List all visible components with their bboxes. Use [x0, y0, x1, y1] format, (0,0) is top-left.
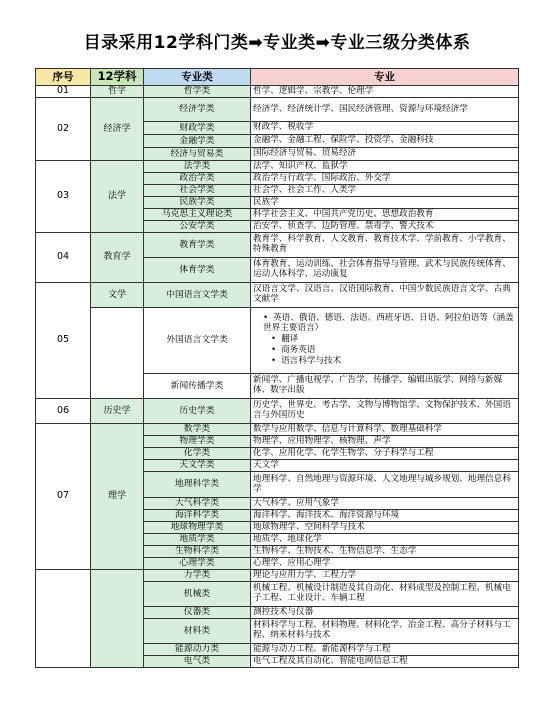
major-cell: 天文学 — [251, 460, 519, 472]
class-cell: 新闻传播学类 — [144, 374, 251, 399]
major-cell: 海洋科学、海洋技术、海洋资源与环境 — [251, 510, 519, 522]
row-number: 05 — [36, 283, 91, 399]
row-number: 02 — [36, 98, 91, 161]
major-cell: 政治学与行政学、国际政治、外交学 — [251, 173, 519, 185]
class-cell: 天文学类 — [144, 460, 251, 472]
class-cell: 教育学类 — [144, 233, 251, 258]
class-cell: 大气科学类 — [144, 498, 251, 510]
major-cell: 心理学、应用心理学 — [251, 558, 519, 570]
major-catalog-table — [35, 68, 519, 668]
major-cell: 体育教育、运动训练、社会体育指导与管理、武术与民族传统体育、运动人体科学、运动康复 — [251, 258, 519, 283]
table-row — [36, 424, 519, 436]
class-cell: 法学类 — [144, 161, 251, 173]
class-cell: 机械类 — [144, 582, 251, 607]
table-row — [36, 308, 519, 374]
discipline-cell-empty — [91, 570, 144, 668]
class-cell: 经济与贸易类 — [144, 148, 251, 161]
class-cell: 地理科学类 — [144, 472, 251, 498]
class-cell: 中国语言文学类 — [144, 283, 251, 308]
major-cell: 理论与应用力学、工程力学 — [251, 570, 519, 582]
major-cell: 大气科学、应用气象学 — [251, 498, 519, 510]
class-cell: 哲学类 — [144, 86, 251, 98]
class-cell: 地质学类 — [144, 534, 251, 546]
class-cell: 力学类 — [144, 570, 251, 582]
class-cell: 经济学类 — [144, 98, 251, 122]
major-cell: 历史学、世界史、考古学、文物与博物馆学、文物保护技术、外国语言与外国历史 — [251, 399, 519, 424]
row-number: 06 — [36, 399, 91, 424]
header-row — [36, 69, 519, 86]
class-cell: 政治学类 — [144, 173, 251, 185]
discipline-cell: 法学 — [91, 161, 144, 233]
class-cell: 电气类 — [144, 656, 251, 668]
discipline-cell: 文学 — [91, 283, 144, 308]
major-cell: 测控技术与仪器 — [251, 607, 519, 619]
major-cell: 新闻学、广播电视学、广告学、传播学、编辑出版学、网络与新媒体、数字出版 — [251, 374, 519, 399]
major-cell: 汉语言文学、汉语言、汉语国际教育、中国少数民族语言文学、古典文献学 — [251, 283, 519, 308]
table-row — [36, 86, 519, 98]
table-row — [36, 233, 519, 258]
class-cell: 民族学类 — [144, 197, 251, 209]
class-cell: 数学类 — [144, 424, 251, 436]
class-cell: 马克思主义理论类 — [144, 209, 251, 221]
discipline-cell: 历史学 — [91, 399, 144, 424]
class-cell: 地球物理学类 — [144, 522, 251, 534]
major-cell: 地球物理学、空间科学与技术 — [251, 522, 519, 534]
class-cell: 材料类 — [144, 619, 251, 644]
row-number-empty — [36, 570, 91, 668]
major-cell: 民族学 — [251, 197, 519, 209]
discipline-cell: 教育学 — [91, 233, 144, 283]
foreign-language-majors-list — [253, 314, 516, 366]
discipline-cell-empty — [91, 308, 144, 399]
major-cell: 电气工程及其自动化、智能电网信息工程 — [251, 656, 519, 668]
class-cell: 生物科学类 — [144, 546, 251, 558]
major-cell: 教育学、科学教育、人文教育、教育技术学、学前教育、小学教育、特殊教育 — [251, 233, 519, 258]
row-number: 03 — [36, 161, 91, 233]
major-cell: 材料科学与工程、材料物理、材料化学、冶金工程、高分子材料与工程、纳米材料与技术 — [251, 619, 519, 644]
header-class: 专业类 — [144, 69, 251, 86]
list-item: • 商务英语 — [263, 346, 516, 356]
row-number: 04 — [36, 233, 91, 283]
class-cell: 仪器类 — [144, 607, 251, 619]
major-cell: 金融学、金融工程、保险学、投资学、金融科技 — [251, 135, 519, 148]
class-cell: 财政学类 — [144, 122, 251, 135]
list-item: • 语言科学与技术 — [263, 357, 516, 367]
major-cell: 地质学、地球化学 — [251, 534, 519, 546]
major-cell: 化学、应用化学、化学生物学、分子科学与工程 — [251, 448, 519, 460]
major-cell: 机械工程、机械设计制造及其自动化、材料成型及控制工程、机械电子工程、工业设计、车辆工程 — [251, 582, 519, 607]
discipline-cell: 哲学 — [91, 86, 144, 98]
header-major: 专业 — [251, 69, 519, 86]
major-cell: 社会学、社会工作、人类学 — [251, 185, 519, 197]
list-item: • 英语、俄语、德语、法语、西班牙语、日语、阿拉伯语等（涵盖世界主要语言） — [263, 314, 516, 334]
class-cell: 物理学类 — [144, 436, 251, 448]
table-row — [36, 399, 519, 424]
table-row — [36, 570, 519, 582]
major-cell: 数学与应用数学、信息与计算科学、数理基础科学 — [251, 424, 519, 436]
header-discipline: 12学科 — [91, 69, 144, 86]
major-cell: 地理科学、自然地理与资源环境、人文地理与城乡规划、地理信息科学 — [251, 472, 519, 498]
class-cell: 心理学类 — [144, 558, 251, 570]
class-cell: 体育学类 — [144, 258, 251, 283]
header-no: 序号 — [36, 69, 91, 86]
row-number: 07 — [36, 424, 91, 570]
major-cell: 科学社会主义、中国共产党历史、思想政治教育 — [251, 209, 519, 221]
table-row — [36, 98, 519, 122]
class-cell: 历史学类 — [144, 399, 251, 424]
major-cell: 能源与动力工程、新能源科学与工程 — [251, 644, 519, 656]
class-cell: 公安学类 — [144, 221, 251, 233]
class-cell: 能源动力类 — [144, 644, 251, 656]
table-row — [36, 161, 519, 173]
row-number: 01 — [36, 86, 91, 98]
major-cell: 财政学、税收学 — [251, 122, 519, 135]
table-row — [36, 283, 519, 308]
major-cell — [251, 308, 519, 374]
major-cell: 物理学、应用物理学、核物理、声学 — [251, 436, 519, 448]
discipline-cell: 理学 — [91, 424, 144, 570]
major-cell: 国际经济与贸易、贸易经济 — [251, 148, 519, 161]
major-cell: 治安学、侦查学、边防管理、禁毒学、警犬技术 — [251, 221, 519, 233]
major-cell: 经济学、经济统计学、国民经济管理、资源与环境经济学 — [251, 98, 519, 122]
major-cell: 生物科学、生物技术、生物信息学、生态学 — [251, 546, 519, 558]
document-title: 目录采用12学科门类➡专业类➡专业三级分类体系 — [83, 33, 471, 53]
major-cell: 哲学、逻辑学、宗教学、伦理学 — [251, 86, 519, 98]
class-cell: 社会学类 — [144, 185, 251, 197]
class-cell: 化学类 — [144, 448, 251, 460]
class-cell: 海洋科学类 — [144, 510, 251, 522]
class-cell: 金融学类 — [144, 135, 251, 148]
discipline-cell: 经济学 — [91, 98, 144, 161]
list-item: • 翻译 — [263, 335, 516, 345]
major-cell: 法学、知识产权、监狱学 — [251, 161, 519, 173]
class-cell: 外国语言文学类 — [144, 308, 251, 374]
